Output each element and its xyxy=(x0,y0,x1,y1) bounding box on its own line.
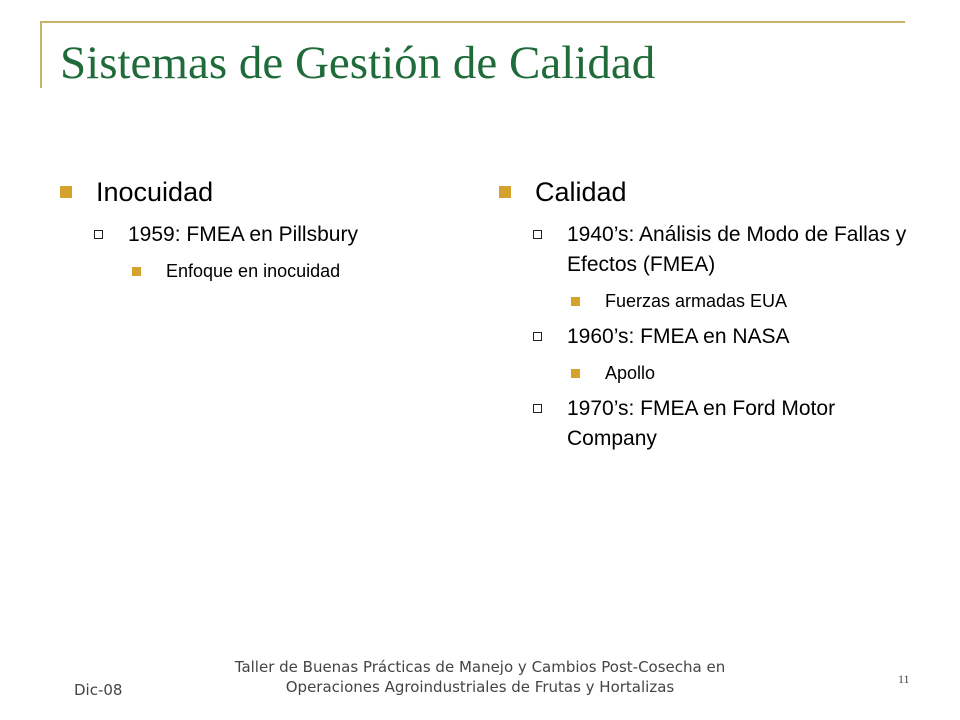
sub-sub-bullet xyxy=(497,288,927,314)
hollow-square-bullet-icon xyxy=(94,230,103,239)
square-bullet-icon xyxy=(132,267,141,276)
frame-left-border xyxy=(40,21,42,88)
page-number: 11 xyxy=(898,672,910,686)
bullet-text: 1940’s: Análisis de Modo de Fallas y Efectos (FMEA) xyxy=(567,223,907,276)
bullet-text: Inocuidad xyxy=(96,177,214,207)
square-bullet-icon xyxy=(571,369,580,378)
sub-sub-bullet xyxy=(497,360,927,386)
right-column xyxy=(497,172,927,454)
bullet-text: 1960’s: FMEA en NASA xyxy=(567,325,790,348)
footer-line-1: Taller de Buenas Prácticas de Manejo y Cambios Post-Cosecha en xyxy=(234,658,726,676)
hollow-square-bullet-icon xyxy=(533,332,542,341)
hollow-square-bullet-icon xyxy=(533,230,542,239)
square-bullet-icon xyxy=(60,186,72,198)
footer-date: Dic-08 xyxy=(74,681,123,699)
bullet-text: 1970’s: FMEA en Ford Motor Company xyxy=(567,397,836,450)
bullet-heading-calidad xyxy=(497,172,927,212)
square-bullet-icon xyxy=(499,186,511,198)
bullet-text: Apollo xyxy=(605,363,656,383)
sub-bullet xyxy=(497,394,907,454)
bullet-text: 1959: FMEA en Pillsbury xyxy=(128,223,358,246)
hollow-square-bullet-icon xyxy=(533,404,542,413)
frame-top-border xyxy=(40,21,905,23)
bullet-text: Fuerzas armadas EUA xyxy=(605,291,788,311)
bullet-text: Enfoque en inocuidad xyxy=(166,261,341,281)
bullet-text: Calidad xyxy=(535,177,627,207)
sub-bullet xyxy=(497,322,927,352)
footer-line-2: Operaciones Agroindustriales de Frutas y Hortalizas xyxy=(285,678,675,696)
square-bullet-icon xyxy=(571,297,580,306)
footer-text xyxy=(180,657,780,697)
sub-bullet xyxy=(497,220,907,280)
sub-sub-bullet xyxy=(58,258,458,284)
sub-bullet xyxy=(58,220,458,250)
left-column xyxy=(58,172,458,284)
bullet-heading-inocuidad xyxy=(58,172,458,212)
slide-title: Sistemas de Gestión de Calidad xyxy=(60,37,656,89)
